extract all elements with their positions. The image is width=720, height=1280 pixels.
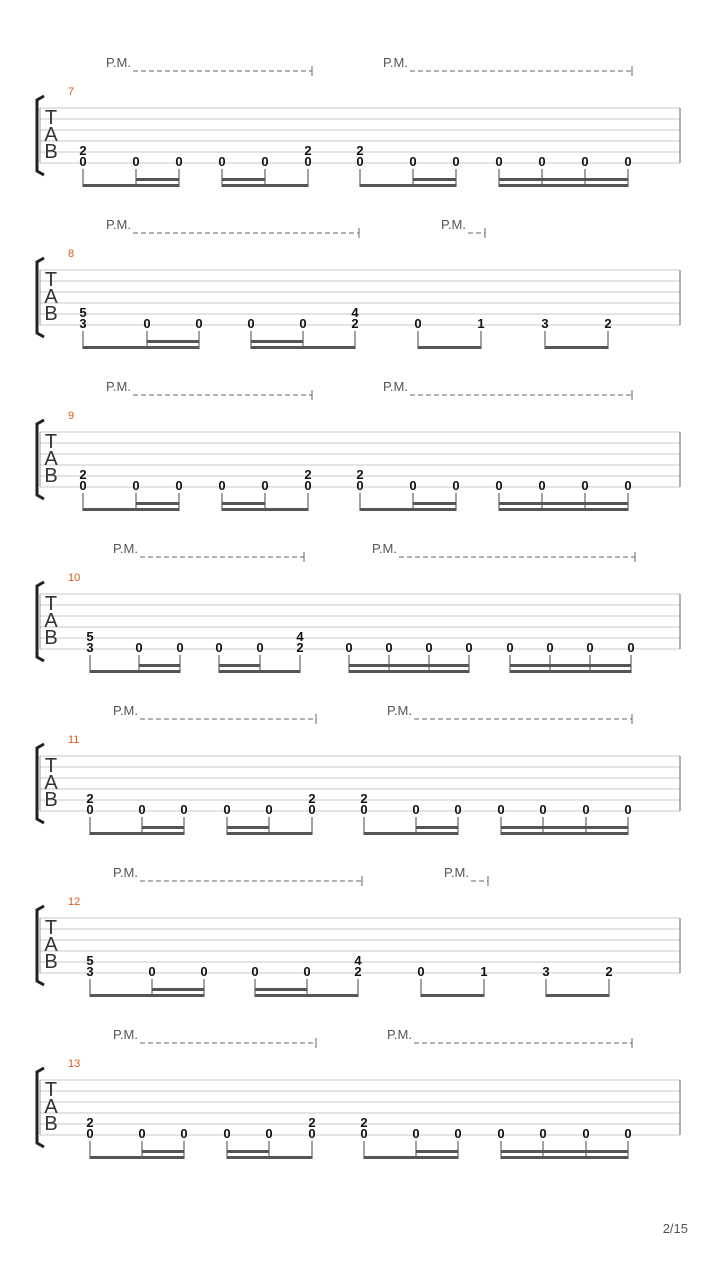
secondary-beam: [222, 178, 265, 181]
palm-mute-label: P.M.: [112, 703, 138, 718]
fret-number: 0: [304, 154, 312, 169]
fret-number: 2: [86, 791, 94, 806]
fret-number: 2: [604, 316, 612, 331]
fret-number: 0: [132, 478, 140, 493]
tab-clef-letter: B: [44, 303, 58, 325]
tab-clef-letter: B: [44, 627, 58, 649]
primary-beam: [83, 346, 199, 349]
fret-number: 5: [79, 305, 87, 320]
palm-mute-label: P.M.: [443, 865, 469, 880]
fret-number: 0: [417, 964, 425, 979]
tab-clef-letter: A: [44, 448, 58, 470]
fret-number: 0: [581, 478, 589, 493]
fret-number: 0: [539, 802, 547, 817]
fret-number: 0: [412, 802, 420, 817]
primary-beam: [546, 994, 609, 997]
fret-number: 2: [79, 143, 87, 158]
fret-number: 0: [304, 478, 312, 493]
tab-clef-letter: T: [44, 107, 58, 129]
fret-number: 0: [409, 478, 417, 493]
primary-beam: [90, 1156, 184, 1159]
primary-beam: [545, 346, 608, 349]
measure-number: 10: [68, 572, 81, 584]
fret-number: 0: [356, 154, 364, 169]
secondary-beam: [416, 826, 458, 829]
fret-number: 0: [624, 154, 632, 169]
secondary-beam: [136, 502, 179, 505]
secondary-beam: [152, 988, 204, 991]
secondary-beam: [139, 664, 180, 667]
fret-number: 3: [541, 316, 549, 331]
fret-number: 1: [477, 316, 485, 331]
measure-number: 13: [68, 1058, 81, 1070]
measure-number: 12: [68, 896, 81, 908]
tab-clef-letter: A: [44, 124, 58, 146]
fret-number: 3: [86, 640, 94, 655]
primary-beam: [499, 184, 628, 187]
fret-number: 0: [299, 316, 307, 331]
fret-number: 0: [218, 478, 226, 493]
fret-number: 0: [546, 640, 554, 655]
tab-clef-letter: T: [44, 917, 58, 939]
fret-number: 0: [138, 802, 146, 817]
palm-mute-label: P.M.: [112, 1027, 138, 1042]
tab-clef-letter: T: [44, 1079, 58, 1101]
fret-number: 2: [354, 964, 362, 979]
fret-number: 0: [79, 154, 87, 169]
fret-number: 2: [356, 467, 364, 482]
fret-number: 0: [132, 154, 140, 169]
fret-number: 0: [86, 802, 94, 817]
primary-beam: [219, 670, 300, 673]
fret-number: 0: [360, 1126, 368, 1141]
fret-number: 0: [624, 1126, 632, 1141]
fret-number: 0: [175, 154, 183, 169]
palm-mute-label: P.M.: [382, 379, 408, 394]
fret-number: 0: [218, 154, 226, 169]
primary-beam: [499, 508, 628, 511]
fret-number: 0: [581, 154, 589, 169]
fret-number: 0: [385, 640, 393, 655]
fret-number: 0: [138, 1126, 146, 1141]
fret-number: 0: [265, 802, 273, 817]
fret-number: 2: [79, 467, 87, 482]
fret-number: 2: [351, 316, 359, 331]
secondary-beam: [142, 1150, 184, 1153]
page-number: 2/15: [662, 1221, 688, 1236]
fret-number: 0: [409, 154, 417, 169]
secondary-beam: [501, 826, 628, 829]
fret-number: 4: [354, 953, 362, 968]
fret-number: 2: [360, 791, 368, 806]
fret-number: 0: [412, 1126, 420, 1141]
fret-number: 0: [452, 154, 460, 169]
tab-clef-letter: A: [44, 934, 58, 956]
primary-beam: [360, 184, 456, 187]
primary-beam: [227, 1156, 312, 1159]
tab-clef-letter: T: [44, 431, 58, 453]
primary-beam: [510, 670, 631, 673]
fret-number: 0: [538, 478, 546, 493]
fret-number: 0: [86, 1126, 94, 1141]
palm-mute-label: P.M.: [112, 541, 138, 556]
primary-beam: [222, 508, 308, 511]
fret-number: 0: [538, 154, 546, 169]
fret-number: 0: [200, 964, 208, 979]
secondary-beam: [510, 664, 631, 667]
tab-clef-letter: B: [44, 141, 58, 163]
secondary-beam: [255, 988, 307, 991]
fret-number: 0: [465, 640, 473, 655]
fret-number: 0: [148, 964, 156, 979]
fret-number: 0: [497, 1126, 505, 1141]
tab-clef-letter: A: [44, 1096, 58, 1118]
fret-number: 0: [175, 478, 183, 493]
fret-number: 0: [495, 154, 503, 169]
palm-mute-label: P.M.: [371, 541, 397, 556]
fret-number: 0: [586, 640, 594, 655]
fret-number: 5: [86, 629, 94, 644]
fret-number: 3: [542, 964, 550, 979]
fret-number: 0: [247, 316, 255, 331]
primary-beam: [222, 184, 308, 187]
primary-beam: [90, 832, 184, 835]
fret-number: 0: [223, 1126, 231, 1141]
fret-number: 0: [495, 478, 503, 493]
tab-clef-letter: B: [44, 951, 58, 973]
secondary-beam: [501, 1150, 628, 1153]
fret-number: 0: [624, 478, 632, 493]
tab-clef-letter: T: [44, 269, 58, 291]
fret-number: 3: [79, 316, 87, 331]
secondary-beam: [251, 340, 303, 343]
primary-beam: [83, 184, 179, 187]
primary-beam: [501, 832, 628, 835]
palm-mute-label: P.M.: [112, 865, 138, 880]
fret-number: 0: [452, 478, 460, 493]
fret-number: 2: [304, 467, 312, 482]
primary-beam: [90, 994, 204, 997]
secondary-beam: [416, 1150, 458, 1153]
secondary-beam: [222, 502, 265, 505]
secondary-beam: [147, 340, 199, 343]
palm-mute-label: P.M.: [105, 379, 131, 394]
secondary-beam: [219, 664, 260, 667]
measure-number: 7: [68, 86, 75, 98]
fret-number: 0: [582, 1126, 590, 1141]
fret-number: 0: [506, 640, 514, 655]
secondary-beam: [413, 178, 456, 181]
tab-clef-letter: A: [44, 772, 58, 794]
fret-number: 0: [308, 802, 316, 817]
tab-clef-letter: A: [44, 286, 58, 308]
fret-number: 0: [195, 316, 203, 331]
primary-beam: [90, 670, 180, 673]
fret-number: 0: [624, 802, 632, 817]
fret-number: 0: [454, 1126, 462, 1141]
palm-mute-label: P.M.: [105, 55, 131, 70]
fret-number: 0: [454, 802, 462, 817]
fret-number: 2: [308, 1115, 316, 1130]
primary-beam: [83, 508, 179, 511]
secondary-beam: [349, 664, 469, 667]
fret-number: 0: [345, 640, 353, 655]
tab-clef-letter: A: [44, 610, 58, 632]
secondary-beam: [227, 826, 269, 829]
fret-number: 4: [296, 629, 304, 644]
palm-mute-label: P.M.: [386, 703, 412, 718]
fret-number: 2: [356, 143, 364, 158]
fret-number: 2: [308, 791, 316, 806]
tab-clef-letter: T: [44, 755, 58, 777]
tab-clef-letter: B: [44, 465, 58, 487]
fret-number: 0: [143, 316, 151, 331]
fret-number: 1: [480, 964, 488, 979]
tab-clef-letter: B: [44, 1113, 58, 1135]
primary-beam: [360, 508, 456, 511]
measure-number: 8: [68, 248, 75, 260]
fret-number: 0: [425, 640, 433, 655]
fret-number: 0: [497, 802, 505, 817]
fret-number: 0: [356, 478, 364, 493]
fret-number: 0: [261, 154, 269, 169]
fret-number: 0: [303, 964, 311, 979]
primary-beam: [255, 994, 358, 997]
fret-number: 0: [180, 1126, 188, 1141]
fret-number: 2: [296, 640, 304, 655]
fret-number: 0: [627, 640, 635, 655]
secondary-beam: [413, 502, 456, 505]
secondary-beam: [136, 178, 179, 181]
primary-beam: [501, 1156, 628, 1159]
secondary-beam: [227, 1150, 269, 1153]
fret-number: 0: [135, 640, 143, 655]
fret-number: 0: [180, 802, 188, 817]
fret-number: 0: [539, 1126, 547, 1141]
tab-clef-letter: B: [44, 789, 58, 811]
fret-number: 4: [351, 305, 359, 320]
fret-number: 0: [215, 640, 223, 655]
primary-beam: [421, 994, 484, 997]
secondary-beam: [142, 826, 184, 829]
tab-clef-letter: T: [44, 593, 58, 615]
fret-number: 2: [360, 1115, 368, 1130]
fret-number: 5: [86, 953, 94, 968]
fret-number: 0: [261, 478, 269, 493]
palm-mute-label: P.M.: [382, 55, 408, 70]
primary-beam: [364, 832, 458, 835]
primary-beam: [364, 1156, 458, 1159]
fret-number: 0: [308, 1126, 316, 1141]
palm-mute-label: P.M.: [386, 1027, 412, 1042]
fret-number: 0: [360, 802, 368, 817]
palm-mute-label: P.M.: [105, 217, 131, 232]
fret-number: 3: [86, 964, 94, 979]
fret-number: 0: [223, 802, 231, 817]
primary-beam: [251, 346, 355, 349]
fret-number: 0: [265, 1126, 273, 1141]
primary-beam: [349, 670, 469, 673]
palm-mute-label: P.M.: [440, 217, 466, 232]
fret-number: 2: [304, 143, 312, 158]
primary-beam: [227, 832, 312, 835]
fret-number: 0: [414, 316, 422, 331]
secondary-beam: [499, 178, 628, 181]
primary-beam: [418, 346, 481, 349]
measure-number: 9: [68, 410, 75, 422]
fret-number: 0: [176, 640, 184, 655]
fret-number: 2: [86, 1115, 94, 1130]
fret-number: 2: [605, 964, 613, 979]
fret-number: 0: [79, 478, 87, 493]
fret-number: 0: [256, 640, 264, 655]
fret-number: 0: [582, 802, 590, 817]
secondary-beam: [499, 502, 628, 505]
measure-number: 11: [68, 734, 80, 746]
fret-number: 0: [251, 964, 259, 979]
